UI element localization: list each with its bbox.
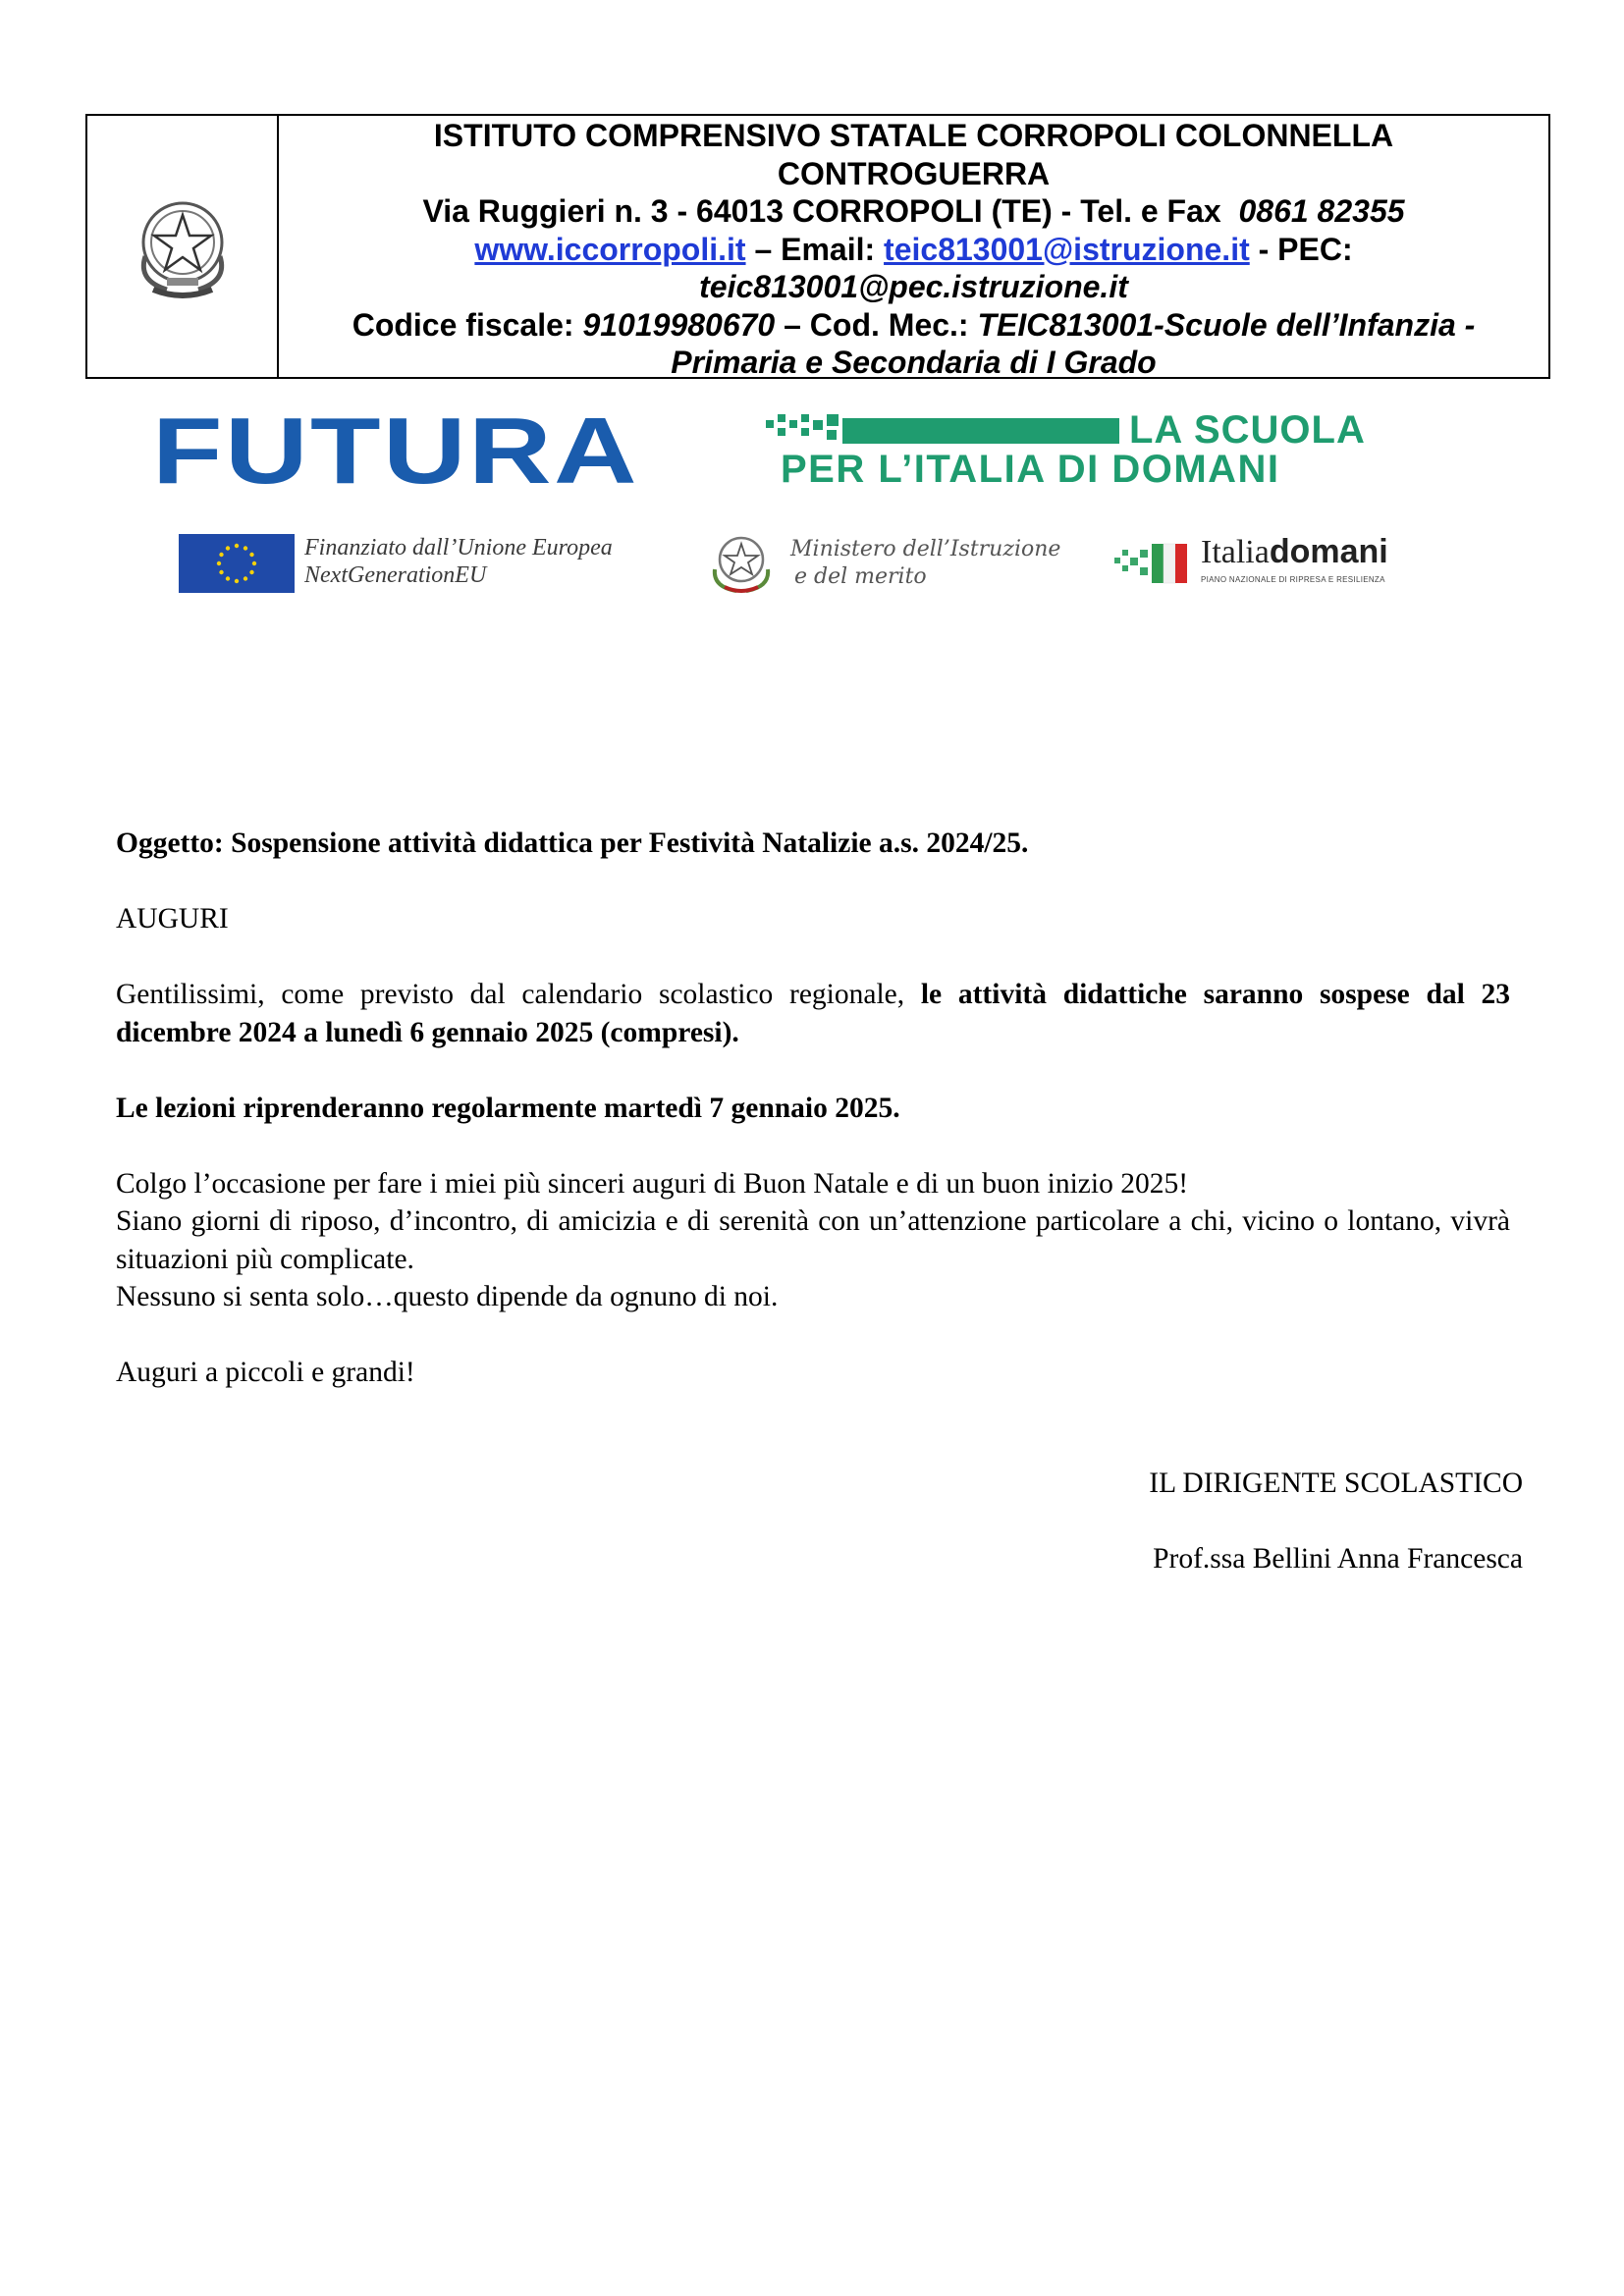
email-label: – Email: [754, 231, 876, 267]
paragraph-wishes-3: Nessuno si senta solo…questo dipende da ognuno di noi. [116, 1281, 779, 1312]
italia-word: Italia [1201, 534, 1270, 570]
school-phone: 0861 82355 [1238, 193, 1405, 229]
school-address-line [279, 192, 1548, 231]
futura-logo-text: FUTURA [152, 399, 640, 504]
italia-domani-flag-icon [1114, 540, 1193, 589]
letter-body [116, 825, 1510, 1392]
signature-name: Prof.ssa Bellini Anna Francesca [1153, 1543, 1523, 1575]
scuola-subtitle: PER L’ITALIA DI DOMANI [781, 448, 1280, 491]
mec-label: – Cod. Mec.: [784, 306, 969, 343]
letter-closing: Auguri a piccoli e grandi! [116, 1357, 415, 1388]
italian-republic-emblem-icon [128, 187, 238, 305]
paragraph-suspension [116, 976, 1510, 1051]
school-info [279, 116, 1548, 380]
eu-funding-line2: NextGenerationEU [304, 562, 487, 588]
website-link[interactable]: www.iccorropoli.it [474, 231, 746, 267]
italia-domani-text [1201, 532, 1388, 572]
paragraph-resumption: Le lezioni riprenderanno regolarmente martedì 7 gennaio 2025. [116, 1092, 900, 1124]
eu-funding-text [304, 534, 613, 589]
signature-block [1149, 1465, 1523, 1578]
ministry-line2: e del merito [794, 564, 927, 589]
ministry-text [790, 536, 1060, 591]
pnrr-subtitle: PIANO NAZIONALE DI RIPRESA E RESILIENZA [1201, 575, 1385, 584]
letter-subject: Oggetto: Sospensione attività didattica per Festività Natalizie a.s. 2024/25. [116, 828, 1029, 859]
ministry-line1: Ministero dell’Istruzione [790, 537, 1061, 561]
eu-flag-icon [179, 534, 295, 593]
mec-value: TEIC813001-Scuole dell’Infanzia - [977, 306, 1476, 343]
school-address: Via Ruggieri n. 3 - 64013 CORROPOLI (TE) - Tel. e Fax [422, 193, 1221, 229]
cf-label: Codice fiscale: [352, 306, 574, 343]
school-levels: Primaria e Secondaria di I Grado [671, 345, 1157, 380]
eu-funding-line1: Finanziato dall’Unione Europea [304, 535, 613, 561]
ministry-emblem-icon [707, 530, 776, 595]
school-name: ISTITUTO COMPRENSIVO STATALE CORROPOLI COLONNELLA [433, 118, 1394, 153]
school-codes-line [279, 306, 1548, 345]
paragraph-wishes-1: Colgo l’occasione per fare i miei più sinceri auguri di Buon Natale e di un buon inizio 2025! [116, 1167, 1189, 1200]
email-link[interactable]: teic813001@istruzione.it [884, 231, 1250, 267]
paragraph-wishes-2: Siano giorni di riposo, d’incontro, di amicizia e di serenità con un’attenzione particolare a chi, vicino o lontano, vivrà situazioni più complicate. [116, 1205, 1510, 1275]
pixel-pattern-icon [766, 414, 864, 448]
paragraph-suspension-dates: le attività didattiche saranno sospese dal 23 dicembre 2024 a lunedì 6 gennaio 2025 (compresi). [116, 979, 1511, 1048]
pec-label: - PEC: [1258, 231, 1353, 267]
letter-greeting: AUGURI [116, 903, 229, 934]
funding-logos [177, 530, 1453, 599]
emblem-cell [87, 116, 279, 377]
green-bar [859, 418, 1119, 444]
signature-title: IL DIRIGENTE SCOLASTICO [1149, 1468, 1523, 1499]
school-name-cont: CONTROGUERRA [777, 155, 1051, 191]
cf-value: 91019980670 [582, 306, 776, 343]
scuola-title: LA SCUOLA [1129, 408, 1366, 452]
school-contacts-line [279, 231, 1548, 269]
paragraph-suspension-intro: Gentilissimi, come previsto dal calendario scolastico regionale, [116, 979, 921, 1010]
futura-banner [147, 399, 1463, 504]
domani-word: domani [1269, 533, 1388, 570]
pec-address: teic813001@pec.istruzione.it [699, 269, 1128, 304]
school-header [85, 114, 1550, 379]
